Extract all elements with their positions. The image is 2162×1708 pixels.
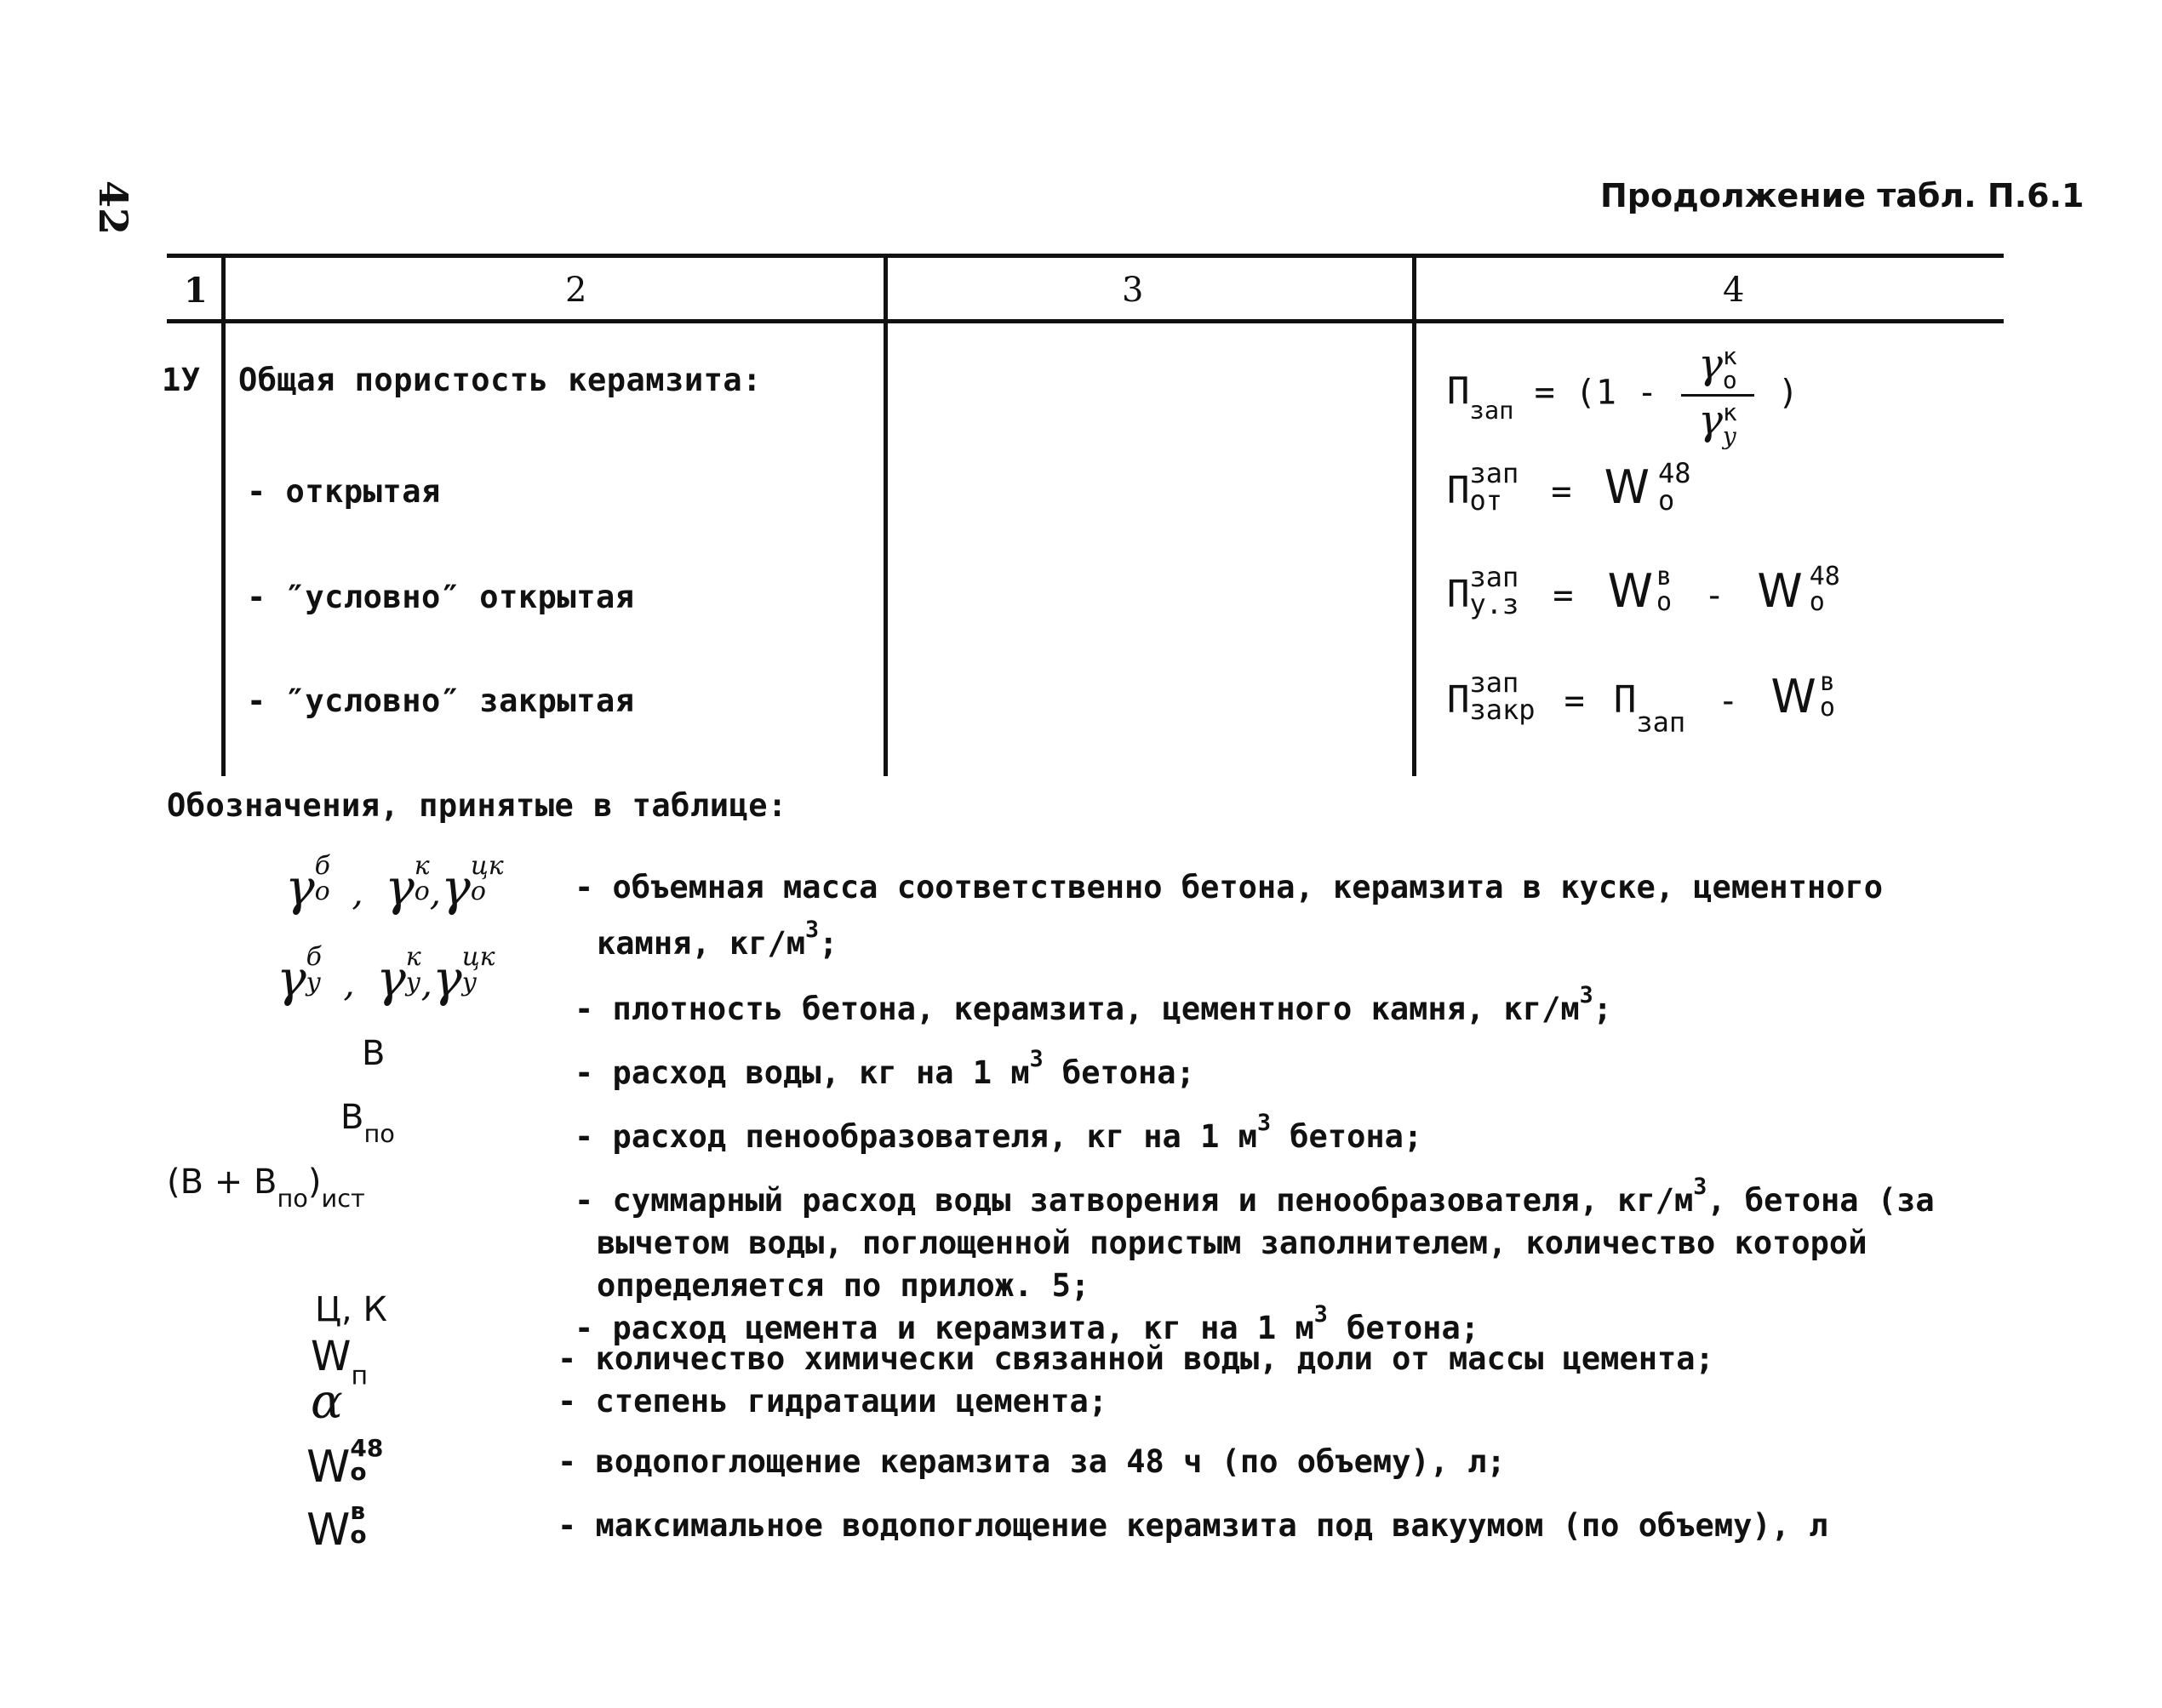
f4-w-sub: о bbox=[1819, 693, 1835, 723]
f1-den-gamma: γ bbox=[1698, 397, 1723, 444]
f2-eq: = bbox=[1551, 472, 1572, 511]
formula-open-porosity bbox=[1447, 457, 1691, 517]
f3-w1: W bbox=[1607, 564, 1653, 618]
legend-symbol-max-water-absorption: W в о bbox=[306, 1497, 367, 1556]
f2-w: W bbox=[1604, 460, 1650, 514]
f1-close: ) bbox=[1777, 373, 1799, 413]
col-header-4: 4 bbox=[1723, 271, 1745, 310]
formula-cond-closed-porosity bbox=[1447, 666, 1835, 739]
row-number: 1У bbox=[162, 362, 201, 398]
legend-text-density: - плотность бетона, керамзита, цементного камня, $кг/м^3$; bbox=[575, 982, 1612, 1027]
f3-p-sub: у.з bbox=[1469, 588, 1519, 620]
f2-w-sub: о bbox=[1657, 484, 1675, 517]
f4-p: П bbox=[1447, 678, 1470, 722]
table-col-divider-1 bbox=[221, 255, 226, 776]
legend-symbol-total-mixing-water: $(В + В_{по})_{ист}$ bbox=[167, 1162, 365, 1213]
row-title: Общая пористость керамзита: bbox=[238, 362, 762, 398]
formula-cond-open-porosity bbox=[1447, 563, 1840, 618]
legend-text-foaming-agent: - расход пенообразователя, кг на 1 $м^3$ бетона; bbox=[575, 1110, 1423, 1155]
f3-minus: - bbox=[1704, 576, 1725, 615]
f1-p: П bbox=[1447, 369, 1470, 414]
legend-symbol-density: γ б y , γ к y ,γ цк y bbox=[277, 942, 495, 1008]
f4-p-sup: зап bbox=[1469, 666, 1519, 699]
col-header-3: 3 bbox=[1122, 271, 1144, 310]
legend-symbol-foaming-agent: $В_{по}$ bbox=[340, 1098, 395, 1148]
legend-symbol-water-absorption-48h: W 48 о bbox=[306, 1434, 384, 1493]
legend-symbol-cement-keramzit: Ц, К bbox=[315, 1290, 387, 1329]
legend-text-hydration-degree: - степень гидратации цемента; bbox=[558, 1383, 1108, 1420]
legend-text-bound-water: - количество химически связанной воды, доли от массы цемента; bbox=[558, 1340, 1714, 1377]
f2-p-sub: от bbox=[1469, 484, 1503, 517]
row-item-cond-open: - ″условно″ открытая bbox=[247, 579, 635, 615]
f4-w: W bbox=[1770, 670, 1816, 723]
f1-p-sub: зап bbox=[1469, 395, 1514, 425]
f3-w2: W bbox=[1757, 564, 1803, 618]
legend-text-volumetric-mass: - объемная масса соответственно бетона, керамзита в куске, цементного камня, $кг/м^3$; bbox=[575, 869, 1884, 962]
f1-den-sub: y bbox=[1722, 422, 1736, 450]
f2-w-sup: 48 bbox=[1657, 457, 1691, 489]
f1-num-sub: о bbox=[1722, 366, 1737, 394]
page-number: 42 bbox=[90, 180, 136, 236]
col-header-2: 2 bbox=[565, 271, 587, 310]
legend-symbol-hydration-degree: α bbox=[311, 1374, 343, 1430]
legend-text-cement-keramzit: - расход цемента и керамзита, кг на 1 $м^3$ бетона; bbox=[575, 1301, 1480, 1346]
legend-text-total-mixing-water: - суммарный расход воды затворения и пенообразователя, $кг/м^3$, бетона (за вычетом воды, поглощенной пористым заполнителем, количество которой определяется по прилож. 5; bbox=[575, 1174, 1935, 1304]
f3-w1-sub: о bbox=[1656, 587, 1673, 617]
legend-text-water-absorption-48h: - водопоглощение керамзита за 48 ч (по объему), л; bbox=[558, 1443, 1506, 1480]
f2-p: П bbox=[1447, 469, 1470, 512]
f4-eq: = bbox=[1564, 682, 1585, 721]
f3-w1-sup: в bbox=[1656, 562, 1673, 591]
f1-num-sup: к bbox=[1722, 342, 1737, 370]
table-top-border bbox=[167, 254, 2004, 258]
row-item-cond-closed: - ″условно″ закрытая bbox=[247, 683, 635, 719]
row-item-open: - открытая bbox=[247, 473, 441, 510]
f4-p-sub: закр bbox=[1469, 694, 1536, 726]
f4-w-sup: в bbox=[1819, 667, 1835, 697]
legend-text-max-water-absorption: - максимальное водопоглощение керамзита под вакуумом (по объему), л bbox=[558, 1507, 1828, 1544]
legend-heading: Обозначения, принятые в таблице: bbox=[167, 787, 787, 824]
table-header-border bbox=[167, 319, 2004, 323]
table-col-divider-3 bbox=[1412, 255, 1416, 776]
f4-p2-sub: зап bbox=[1636, 705, 1686, 739]
legend-symbol-volumetric-mass: γ б о , γ к о ,γ цк о bbox=[285, 851, 504, 917]
table-col-divider-2 bbox=[884, 255, 888, 776]
f3-p-sup: зап bbox=[1469, 561, 1519, 593]
f3-eq: = bbox=[1553, 576, 1574, 615]
f2-p-sup: зап bbox=[1469, 457, 1519, 489]
legend-symbol-water: В bbox=[362, 1034, 386, 1073]
f4-minus: - bbox=[1718, 682, 1739, 721]
f4-p2: П bbox=[1613, 678, 1637, 722]
table-continuation-header: Продолжение табл. П.6.1 bbox=[1600, 177, 2085, 214]
col-header-1: 1 bbox=[184, 271, 208, 311]
f1-num-gamma: γ bbox=[1698, 340, 1723, 388]
f3-w2-sup: 48 bbox=[1809, 562, 1840, 591]
legend-text-water: - расход воды, кг на 1 $м^3$ бетона; bbox=[575, 1046, 1195, 1091]
f3-p: П bbox=[1447, 573, 1470, 616]
f1-den-sup: к bbox=[1722, 398, 1737, 426]
legend-symbol-bound-water: $W_п$ bbox=[311, 1333, 369, 1391]
f1-eq: = (1 - bbox=[1534, 373, 1658, 413]
formula-total-porosity bbox=[1447, 340, 1799, 448]
f3-w2-sub: о bbox=[1809, 587, 1825, 617]
